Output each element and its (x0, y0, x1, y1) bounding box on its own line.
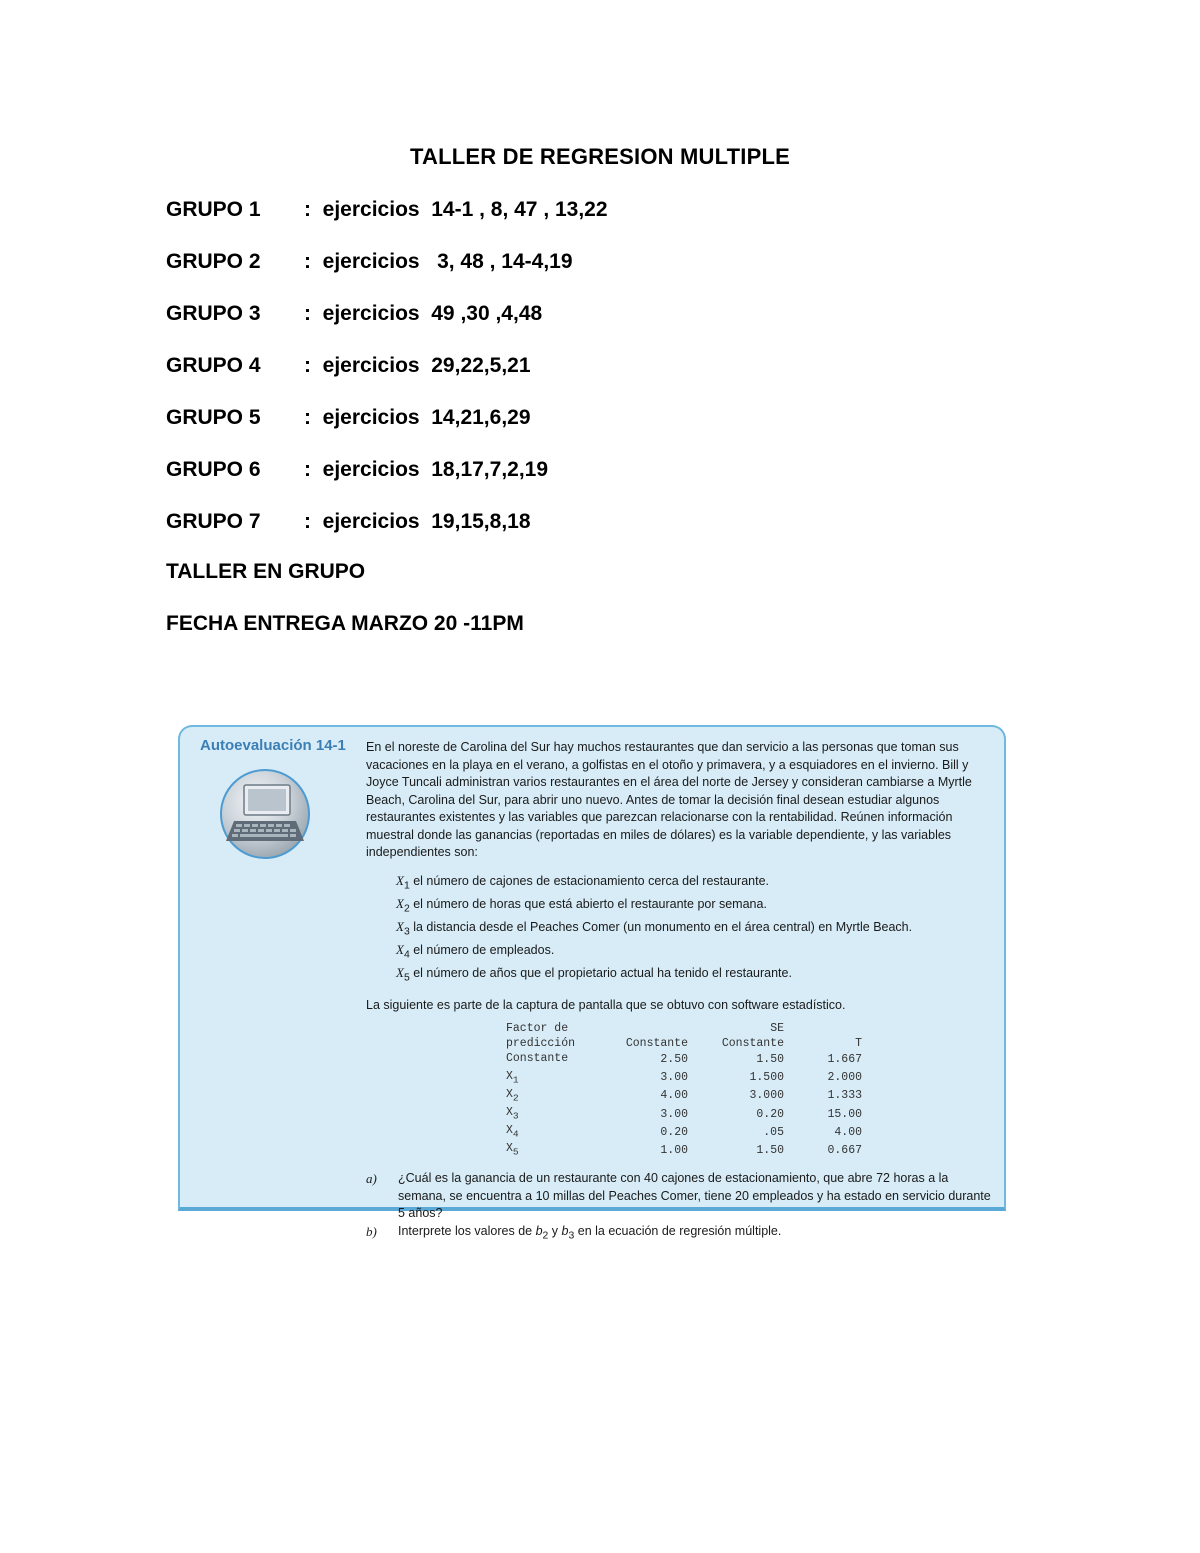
coef-symbol: b (561, 1223, 569, 1238)
coefficient-cell: 3.00 (660, 1107, 688, 1121)
question-text-part: en la ecuación de regresión múltiple. (574, 1223, 782, 1238)
coefficient-cell: 2.50 (660, 1053, 688, 1067)
predictor-name: X (506, 1087, 513, 1101)
column-header: Constante (721, 1036, 784, 1050)
column-header (784, 1022, 862, 1037)
se-cell: 1.500 (749, 1071, 784, 1085)
coef-symbol: b (535, 1223, 543, 1238)
group-separator: : (304, 354, 311, 377)
group-assignment-list (166, 198, 608, 562)
regression-output-table (506, 1022, 862, 1160)
group-row (166, 250, 608, 302)
group-name: GRUPO 6 (166, 458, 261, 481)
group-separator: : (304, 406, 311, 429)
coefficient-cell: 3.00 (660, 1071, 688, 1085)
var-text: el número de empleados. (413, 942, 555, 957)
group-row (166, 302, 608, 354)
table-row (506, 1124, 862, 1142)
se-cell: .05 (763, 1125, 784, 1139)
var-subscript: 4 (403, 949, 410, 960)
self-assessment-title: Autoevaluación 14-1 (200, 737, 346, 754)
group-row (166, 510, 608, 562)
group-separator: : (304, 458, 311, 481)
predictor-name: X (506, 1069, 513, 1083)
coefficient-cell: 4.00 (660, 1089, 688, 1103)
group-label: ejercicios (322, 406, 420, 429)
se-cell: 1.50 (756, 1143, 784, 1157)
list-item (396, 918, 996, 941)
table-header-row (506, 1022, 862, 1037)
column-header (618, 1022, 688, 1037)
group-row (166, 406, 608, 458)
list-item (396, 895, 996, 918)
var-text: la distancia desde el Peaches Comer (un monumento en el área central) en Myrtle Beach. (413, 919, 913, 934)
workshop-mode: TALLER EN GRUPO (166, 560, 366, 583)
question-list (366, 1170, 996, 1245)
group-separator: : (304, 198, 311, 221)
var-text: el número de horas que está abierto el restaurante por semana. (413, 896, 767, 911)
se-cell: 3.000 (749, 1089, 784, 1103)
group-label: ejercicios (322, 250, 420, 273)
coef-subscript: 2 (542, 1230, 549, 1242)
group-exercises: 29,22,5,21 (431, 354, 531, 377)
se-cell: 1.50 (756, 1053, 784, 1067)
table-row (506, 1088, 862, 1106)
group-exercises: 14-1 , 8, 47 , 13,22 (431, 198, 608, 221)
predictor-name: X (506, 1123, 513, 1137)
group-name: GRUPO 1 (166, 198, 261, 221)
column-header: SE (770, 1022, 784, 1035)
self-assessment-box (178, 725, 1006, 1242)
var-subscript: 2 (403, 903, 410, 914)
column-header: Constante (625, 1036, 688, 1050)
group-name: GRUPO 3 (166, 302, 261, 325)
group-exercises: 14,21,6,29 (431, 406, 531, 429)
column-header: Factor de (506, 1022, 569, 1035)
question-a (366, 1170, 996, 1223)
question-text-part: y (548, 1223, 562, 1238)
question-text: ¿Cuál es la ganancia de un restaurante con 40 cajones de estacionamiento, que abre 72 horas a la semana, se encuentra a 10 millas del Peaches Comer, tiene 20 empleados y ha estado en servicio durante 5 años? (398, 1171, 991, 1221)
group-exercises: 3, 48 , 14-4,19 (431, 250, 573, 273)
var-subscript: 3 (403, 926, 410, 937)
group-name: GRUPO 2 (166, 250, 261, 273)
group-exercises: 49 ,30 ,4,48 (431, 302, 543, 325)
predictor-name: X (506, 1142, 513, 1156)
predictor-subscript: 2 (512, 1092, 519, 1104)
var-symbol: X (396, 872, 404, 888)
t-cell: 15.00 (827, 1107, 862, 1121)
table-header-row (506, 1037, 862, 1052)
list-item (396, 964, 996, 987)
table-row (506, 1052, 862, 1070)
deadline: FECHA ENTREGA MARZO 20 -11PM (166, 612, 524, 635)
var-text: el número de cajones de estacionamiento cerca del restaurante. (413, 873, 770, 888)
column-header: predicción (506, 1036, 576, 1050)
t-cell: 1.667 (827, 1053, 862, 1067)
group-separator: : (304, 510, 311, 533)
list-item (396, 872, 996, 895)
group-label: ejercicios (322, 510, 420, 533)
group-separator: : (304, 302, 311, 325)
coefficient-cell: 1.00 (660, 1143, 688, 1157)
group-label: ejercicios (322, 302, 420, 325)
question-letter: a) (366, 1171, 377, 1187)
se-cell: 0.20 (756, 1107, 784, 1121)
t-cell: 4.00 (834, 1125, 862, 1139)
predictor-subscript: 3 (512, 1110, 519, 1122)
group-separator: : (304, 250, 311, 273)
t-cell: 0.667 (827, 1143, 862, 1157)
predictor-subscript: 4 (512, 1128, 519, 1140)
var-symbol: X (396, 941, 404, 957)
group-label: ejercicios (322, 354, 420, 377)
table-row (506, 1106, 862, 1124)
var-symbol: X (396, 895, 404, 911)
t-cell: 2.000 (827, 1071, 862, 1085)
variable-list (396, 872, 996, 987)
table-row (506, 1142, 862, 1160)
group-label: ejercicios (322, 458, 420, 481)
var-subscript: 1 (403, 880, 410, 891)
predictor-subscript: 5 (512, 1146, 519, 1158)
group-row (166, 458, 608, 510)
var-text: el número de años que el propietario actual ha tenido el restaurante. (413, 965, 792, 980)
self-assessment-body (366, 739, 996, 1245)
document-title: TALLER DE REGRESION MULTIPLE (409, 144, 790, 169)
question-b (366, 1223, 996, 1245)
question-text-part: Interprete los valores de (398, 1223, 536, 1238)
column-header: T (855, 1036, 862, 1050)
list-item (396, 941, 996, 964)
t-cell: 1.333 (827, 1089, 862, 1103)
problem-intro: En el noreste de Carolina del Sur hay muchos restaurantes que dan servicio a las personas que toman sus vacaciones en la playa en el verano, a golfistas en el otoño y primavera, y a esquiadores en el invierno. Bill y Joyce Tuncali administran varios restaurantes en el área del norte de Jersey y consideran cambiarse a Myrtle Beach, Carolina del Sur, para abrir uno nuevo. Antes de tomar la decisión final desean estudiar algunos restaurantes existentes y las variables que parezcan relacionarse con la rentabilidad. Reúnen información muestral donde las ganancias (reportadas en miles de dólares) es la variable dependiente, y las variables independientes son: (366, 740, 972, 859)
var-symbol: X (396, 964, 404, 980)
table-row (506, 1070, 862, 1088)
predictor-name: Constante (506, 1051, 569, 1065)
question-text (398, 1223, 996, 1245)
group-exercises: 19,15,8,18 (431, 510, 531, 533)
coefficient-cell: 0.20 (660, 1125, 688, 1139)
coef-subscript: 3 (568, 1230, 575, 1242)
var-symbol: X (396, 918, 404, 934)
group-name: GRUPO 4 (166, 354, 261, 377)
group-name: GRUPO 7 (166, 510, 261, 533)
group-label: ejercicios (322, 198, 420, 221)
group-name: GRUPO 5 (166, 406, 261, 429)
software-output-note: La siguiente es parte de la captura de pantalla que se obtuvo con software estadístico. (366, 997, 846, 1012)
predictor-name: X (506, 1105, 513, 1119)
question-letter: b) (366, 1223, 377, 1239)
group-row (166, 354, 608, 406)
var-subscript: 5 (403, 972, 410, 983)
group-exercises: 18,17,7,2,19 (431, 458, 549, 481)
group-row (166, 198, 608, 250)
predictor-subscript: 1 (512, 1073, 519, 1085)
laptop-icon (220, 769, 310, 859)
